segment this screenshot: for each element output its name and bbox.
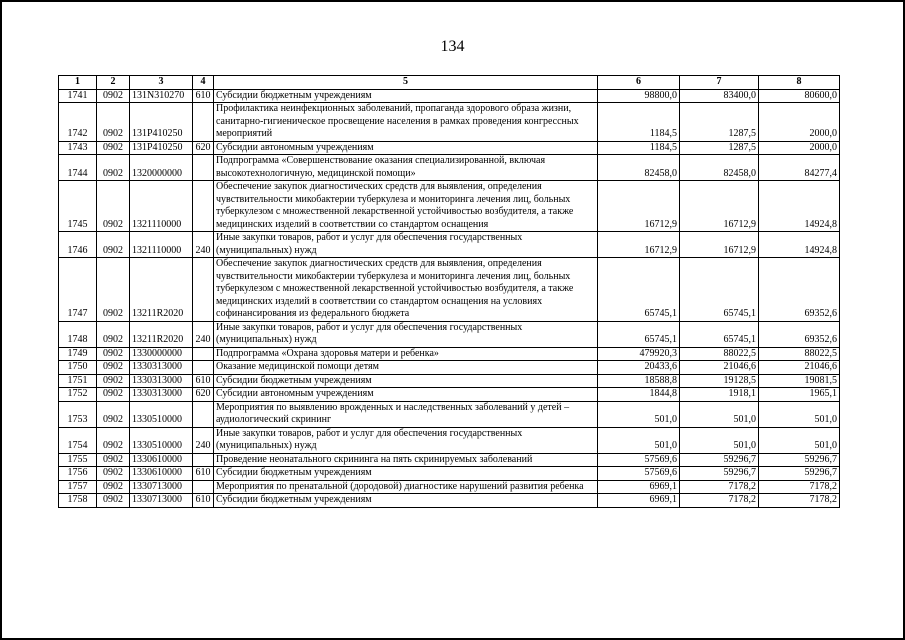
amount-col8-cell: 14924,8 xyxy=(759,232,840,258)
header-cell: 4 xyxy=(193,76,214,90)
header-cell: 1 xyxy=(59,76,97,90)
table-row xyxy=(59,103,840,142)
expense-type-cell xyxy=(193,347,214,361)
target-article-cell: 1330510000 xyxy=(130,427,193,453)
amount-col6-cell: 18588,8 xyxy=(598,374,680,388)
description-cell: Субсидии бюджетным учреждениям xyxy=(214,374,598,388)
target-article-cell: 131P410250 xyxy=(130,141,193,155)
amount-col6-cell: 479920,3 xyxy=(598,347,680,361)
table-row xyxy=(59,321,840,347)
expense-type-cell: 610 xyxy=(193,374,214,388)
amount-col7-cell: 82458,0 xyxy=(680,155,759,181)
amount-col8-cell: 88022,5 xyxy=(759,347,840,361)
expense-type-cell xyxy=(193,401,214,427)
amount-col6-cell: 1844,8 xyxy=(598,388,680,402)
amount-col8-cell: 7178,2 xyxy=(759,494,840,508)
target-article-cell: 1321110000 xyxy=(130,232,193,258)
section-code-cell: 0902 xyxy=(97,141,130,155)
amount-col6-cell: 1184,5 xyxy=(598,141,680,155)
section-code-cell: 0902 xyxy=(97,480,130,494)
amount-col7-cell: 16712,9 xyxy=(680,232,759,258)
section-code-cell: 0902 xyxy=(97,232,130,258)
table-row xyxy=(59,181,840,232)
target-article-cell: 131P410250 xyxy=(130,103,193,142)
description-cell: Субсидии бюджетным учреждениям xyxy=(214,494,598,508)
header-cell: 7 xyxy=(680,76,759,90)
description-cell: Мероприятия по пренатальной (дородовой) диагностике нарушений развития ребенка xyxy=(214,480,598,494)
expense-type-cell: 240 xyxy=(193,427,214,453)
row-number-cell: 1754 xyxy=(59,427,97,453)
row-number-cell: 1750 xyxy=(59,361,97,375)
amount-col8-cell: 2000,0 xyxy=(759,103,840,142)
description-cell: Подпрограмма «Совершенствование оказания специализированной, включая высокотехнологичную, медицинской помощи» xyxy=(214,155,598,181)
amount-col7-cell: 19128,5 xyxy=(680,374,759,388)
description-cell: Иные закупки товаров, работ и услуг для обеспечения государственных (муниципальных) нужд xyxy=(214,427,598,453)
section-code-cell: 0902 xyxy=(97,347,130,361)
header-row xyxy=(59,76,840,90)
row-number-cell: 1758 xyxy=(59,494,97,508)
section-code-cell: 0902 xyxy=(97,374,130,388)
amount-col7-cell: 1287,5 xyxy=(680,103,759,142)
amount-col7-cell: 65745,1 xyxy=(680,258,759,322)
amount-col8-cell: 7178,2 xyxy=(759,480,840,494)
table-body xyxy=(59,89,840,507)
amount-col8-cell: 19081,5 xyxy=(759,374,840,388)
header-cell: 5 xyxy=(214,76,598,90)
amount-col8-cell: 21046,6 xyxy=(759,361,840,375)
amount-col6-cell: 57569,6 xyxy=(598,467,680,481)
table-row xyxy=(59,141,840,155)
amount-col7-cell: 16712,9 xyxy=(680,181,759,232)
amount-col7-cell: 65745,1 xyxy=(680,321,759,347)
amount-col6-cell: 16712,9 xyxy=(598,181,680,232)
amount-col7-cell: 1918,1 xyxy=(680,388,759,402)
amount-col8-cell: 59296,7 xyxy=(759,467,840,481)
section-code-cell: 0902 xyxy=(97,155,130,181)
amount-col7-cell: 83400,0 xyxy=(680,89,759,103)
amount-col7-cell: 59296,7 xyxy=(680,467,759,481)
amount-col8-cell: 69352,6 xyxy=(759,321,840,347)
amount-col6-cell: 98800,0 xyxy=(598,89,680,103)
expense-type-cell xyxy=(193,258,214,322)
table-row xyxy=(59,155,840,181)
row-number-cell: 1753 xyxy=(59,401,97,427)
table-row xyxy=(59,427,840,453)
header-cell: 2 xyxy=(97,76,130,90)
amount-col6-cell: 6969,1 xyxy=(598,494,680,508)
amount-col8-cell: 69352,6 xyxy=(759,258,840,322)
amount-col6-cell: 20433,6 xyxy=(598,361,680,375)
amount-col6-cell: 65745,1 xyxy=(598,321,680,347)
section-code-cell: 0902 xyxy=(97,181,130,232)
row-number-cell: 1757 xyxy=(59,480,97,494)
amount-col6-cell: 6969,1 xyxy=(598,480,680,494)
target-article-cell: 13211R2020 xyxy=(130,258,193,322)
table-row xyxy=(59,258,840,322)
target-article-cell: 1330000000 xyxy=(130,347,193,361)
page-number: 134 xyxy=(440,38,465,55)
description-cell: Иные закупки товаров, работ и услуг для обеспечения государственных (муниципальных) нужд xyxy=(214,232,598,258)
target-article-cell: 1330610000 xyxy=(130,453,193,467)
target-article-cell: 1330510000 xyxy=(130,401,193,427)
header-cell: 8 xyxy=(759,76,840,90)
expense-type-cell: 610 xyxy=(193,494,214,508)
section-code-cell: 0902 xyxy=(97,388,130,402)
table-row xyxy=(59,347,840,361)
row-number-cell: 1741 xyxy=(59,89,97,103)
row-number-cell: 1743 xyxy=(59,141,97,155)
row-number-cell: 1742 xyxy=(59,103,97,142)
expense-type-cell xyxy=(193,103,214,142)
row-number-cell: 1744 xyxy=(59,155,97,181)
target-article-cell: 1330610000 xyxy=(130,467,193,481)
section-code-cell: 0902 xyxy=(97,427,130,453)
amount-col6-cell: 501,0 xyxy=(598,401,680,427)
amount-col6-cell: 501,0 xyxy=(598,427,680,453)
description-cell: Подпрограмма «Охрана здоровья матери и ребенка» xyxy=(214,347,598,361)
description-cell: Проведение неонатального скрининга на пять скринируемых заболеваний xyxy=(214,453,598,467)
row-number-cell: 1756 xyxy=(59,467,97,481)
row-number-cell: 1755 xyxy=(59,453,97,467)
amount-col8-cell: 84277,4 xyxy=(759,155,840,181)
table-row xyxy=(59,494,840,508)
target-article-cell: 1321110000 xyxy=(130,181,193,232)
amount-col6-cell: 1184,5 xyxy=(598,103,680,142)
target-article-cell: 1330713000 xyxy=(130,494,193,508)
description-cell: Мероприятия по выявлению врожденных и наследственных заболеваний у детей – аудиологический скрининг xyxy=(214,401,598,427)
section-code-cell: 0902 xyxy=(97,321,130,347)
amount-col8-cell: 501,0 xyxy=(759,427,840,453)
section-code-cell: 0902 xyxy=(97,258,130,322)
description-cell: Оказание медицинской помощи детям xyxy=(214,361,598,375)
target-article-cell: 1330313000 xyxy=(130,361,193,375)
description-cell: Иные закупки товаров, работ и услуг для обеспечения государственных (муниципальных) нужд xyxy=(214,321,598,347)
row-number-cell: 1747 xyxy=(59,258,97,322)
row-number-cell: 1746 xyxy=(59,232,97,258)
row-number-cell: 1748 xyxy=(59,321,97,347)
description-cell: Субсидии автономным учреждениям xyxy=(214,388,598,402)
amount-col8-cell: 1965,1 xyxy=(759,388,840,402)
expense-type-cell xyxy=(193,453,214,467)
amount-col7-cell: 21046,6 xyxy=(680,361,759,375)
target-article-cell: 1330713000 xyxy=(130,480,193,494)
table-row xyxy=(59,480,840,494)
section-code-cell: 0902 xyxy=(97,401,130,427)
section-code-cell: 0902 xyxy=(97,89,130,103)
amount-col7-cell: 501,0 xyxy=(680,427,759,453)
target-article-cell: 1320000000 xyxy=(130,155,193,181)
expense-type-cell: 620 xyxy=(193,141,214,155)
amount-col8-cell: 501,0 xyxy=(759,401,840,427)
expense-type-cell: 610 xyxy=(193,89,214,103)
amount-col7-cell: 59296,7 xyxy=(680,453,759,467)
table-row xyxy=(59,401,840,427)
description-cell: Обеспечение закупок диагностических средств для выявления, определения чувствительности микобактерии туберкулеза и мониторинга лечения лиц, больных туберкулезом с множественной лекарственной устойчивостью возбудителя, а также медицинских изделий в соответствии со стандартом оснащения xyxy=(214,181,598,232)
table-row xyxy=(59,453,840,467)
amount-col8-cell: 14924,8 xyxy=(759,181,840,232)
section-code-cell: 0902 xyxy=(97,467,130,481)
amount-col7-cell: 7178,2 xyxy=(680,480,759,494)
row-number-cell: 1752 xyxy=(59,388,97,402)
amount-col6-cell: 82458,0 xyxy=(598,155,680,181)
row-number-cell: 1745 xyxy=(59,181,97,232)
description-cell: Субсидии бюджетным учреждениям xyxy=(214,89,598,103)
expense-type-cell xyxy=(193,480,214,494)
table-row xyxy=(59,388,840,402)
expense-type-cell: 240 xyxy=(193,232,214,258)
description-cell: Профилактика неинфекционных заболеваний, пропаганда здорового образа жизни, санитарно-гигиеническое просвещение населения в рамках проведения конгрессных мероприятий xyxy=(214,103,598,142)
section-code-cell: 0902 xyxy=(97,103,130,142)
row-number-cell: 1751 xyxy=(59,374,97,388)
header-cell: 3 xyxy=(130,76,193,90)
section-code-cell: 0902 xyxy=(97,361,130,375)
amount-col8-cell: 59296,7 xyxy=(759,453,840,467)
amount-col8-cell: 2000,0 xyxy=(759,141,840,155)
description-cell: Субсидии автономным учреждениям xyxy=(214,141,598,155)
amount-col6-cell: 65745,1 xyxy=(598,258,680,322)
amount-col8-cell: 80600,0 xyxy=(759,89,840,103)
amount-col7-cell: 501,0 xyxy=(680,401,759,427)
expense-type-cell xyxy=(193,181,214,232)
table-row xyxy=(59,232,840,258)
amount-col6-cell: 16712,9 xyxy=(598,232,680,258)
row-number-cell: 1749 xyxy=(59,347,97,361)
section-code-cell: 0902 xyxy=(97,494,130,508)
target-article-cell: 13211R2020 xyxy=(130,321,193,347)
table-row xyxy=(59,467,840,481)
section-code-cell: 0902 xyxy=(97,453,130,467)
expense-type-cell: 240 xyxy=(193,321,214,347)
target-article-cell: 1330313000 xyxy=(130,374,193,388)
target-article-cell: 131N310270 xyxy=(130,89,193,103)
description-cell: Субсидии бюджетным учреждениям xyxy=(214,467,598,481)
expense-type-cell xyxy=(193,155,214,181)
amount-col7-cell: 7178,2 xyxy=(680,494,759,508)
expense-type-cell: 610 xyxy=(193,467,214,481)
header-cell: 6 xyxy=(598,76,680,90)
table-row xyxy=(59,374,840,388)
target-article-cell: 1330313000 xyxy=(130,388,193,402)
budget-table xyxy=(58,75,840,508)
expense-type-cell xyxy=(193,361,214,375)
amount-col7-cell: 1287,5 xyxy=(680,141,759,155)
table-row xyxy=(59,361,840,375)
table-row xyxy=(59,89,840,103)
expense-type-cell: 620 xyxy=(193,388,214,402)
amount-col6-cell: 57569,6 xyxy=(598,453,680,467)
description-cell: Обеспечение закупок диагностических средств для выявления, определения чувствительности микобактерии туберкулеза и мониторинга лечения лиц, больных туберкулезом с множественной лекарственной устойчивостью возбудителя, а также медицинских изделий в соответствии со стандартом оснащения на условиях софинансирования из федерального бюджета xyxy=(214,258,598,322)
amount-col7-cell: 88022,5 xyxy=(680,347,759,361)
